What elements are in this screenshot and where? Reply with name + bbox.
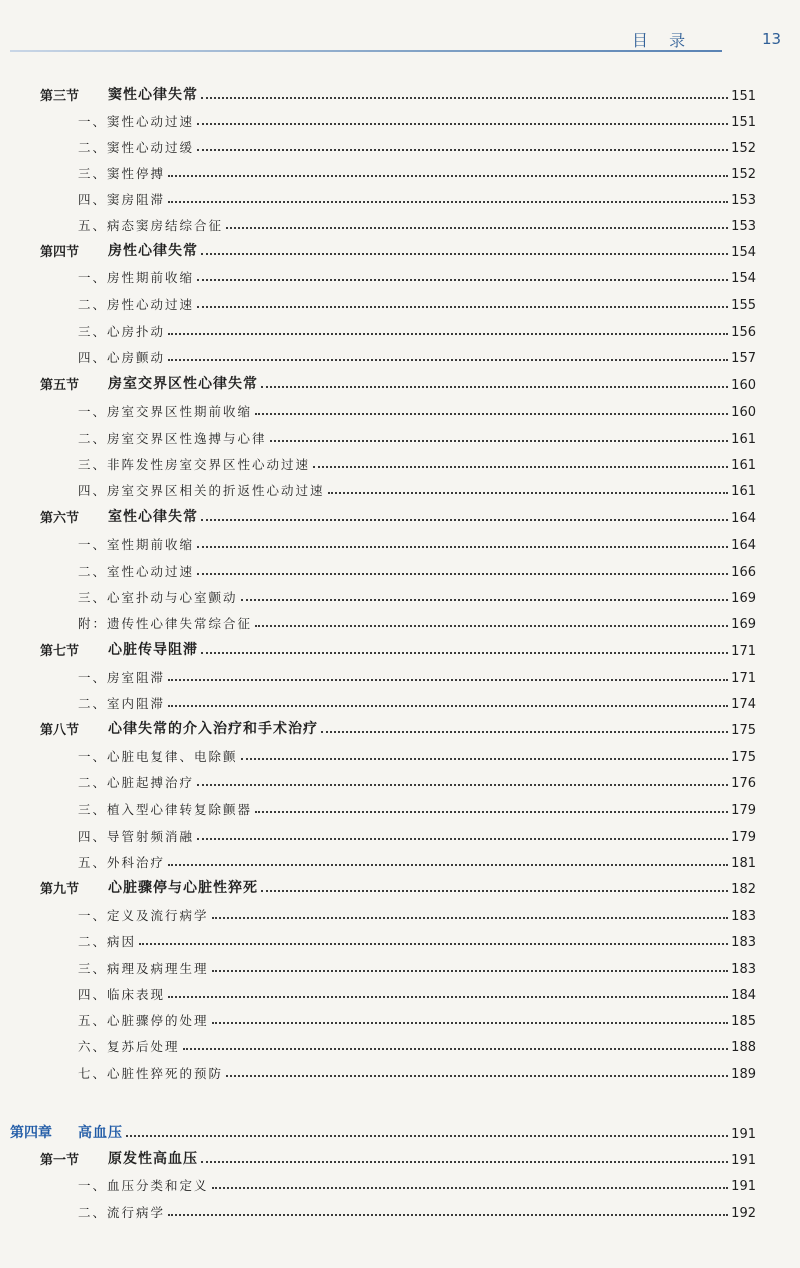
section-title: 房性心律失常 [108,243,198,259]
item-title: 二、流行病学 [78,1205,166,1220]
dot-leader [255,413,728,415]
section-number: 第五节 [40,378,80,393]
item-title: 二、室内阻滞 [78,696,166,711]
item-title: 三、心房扑动 [78,324,166,339]
dot-leader [255,625,728,627]
page-ref: 188 [731,1040,756,1055]
page-ref: 160 [731,378,756,393]
dot-leader [201,1161,728,1163]
dot-leader [201,253,728,255]
item-title: 一、房室阻滞 [78,670,166,685]
section-title: 心律失常的介入治疗和手术治疗 [108,721,318,737]
item-title: 三、窦性停搏 [78,166,166,181]
dot-leader [212,970,729,972]
chapter-number: 第四章 [10,1125,52,1141]
item-title: 一、窦性心动过速 [78,114,195,129]
toc-item[interactable] [78,130,756,156]
item-title: 一、定义及流行病学 [78,908,209,923]
page-ref: 169 [731,617,756,632]
toc-item[interactable] [78,606,756,632]
toc-item[interactable] [78,314,756,340]
section-title: 原发性高血压 [108,1151,198,1167]
toc-section[interactable] [40,367,756,393]
section-number: 第九节 [40,882,80,897]
dot-leader [168,359,728,361]
section-number: 第三节 [40,89,80,104]
item-title: 四、窦房阻滞 [78,192,166,207]
dot-leader [201,652,728,654]
page-ref: 161 [731,432,756,447]
section-title: 窦性心律失常 [108,87,198,103]
page-ref: 153 [731,193,756,208]
item-title: 一、室性期前收缩 [78,537,195,552]
page-ref: 160 [731,405,756,420]
dot-leader [168,864,728,866]
toc-item[interactable] [78,924,756,950]
item-title: 三、病理及病理生理 [78,961,209,976]
page-ref: 156 [731,325,756,340]
dot-leader [139,943,728,945]
page-ref: 183 [731,962,756,977]
section-number: 第六节 [40,511,80,526]
dot-leader [168,333,728,335]
page-ref: 171 [731,671,756,686]
toc-item[interactable] [78,260,756,286]
toc-item[interactable] [78,554,756,580]
section-title: 心脏传导阻滞 [108,642,198,658]
toc-item[interactable] [78,898,756,924]
dot-leader [201,519,728,521]
page-ref: 155 [731,298,756,313]
dot-leader [197,123,728,125]
section-title: 心脏骤停与心脏性猝死 [108,880,258,896]
page-ref: 179 [731,803,756,818]
dot-leader [226,227,728,229]
dot-leader [212,1022,729,1024]
dot-leader [126,1135,728,1137]
running-title: 目 录 [632,31,694,50]
page-ref: 175 [731,750,756,765]
toc-item[interactable] [78,951,756,977]
section-number: 第七节 [40,644,80,659]
page-ref: 189 [731,1067,756,1082]
dot-leader [197,279,728,281]
item-title: 二、病因 [78,934,137,949]
dot-leader [261,386,728,388]
toc-section[interactable] [40,712,756,738]
page-ref: 161 [731,484,756,499]
page-ref: 183 [731,909,756,924]
page-ref: 171 [731,644,756,659]
dot-leader [321,731,728,733]
toc-item[interactable] [78,182,756,208]
page-ref: 166 [731,565,756,580]
item-title: 二、心脏起搏治疗 [78,775,195,790]
page-ref: 151 [731,89,756,104]
section-number: 第四节 [40,245,80,260]
toc-item[interactable] [78,527,756,553]
page-ref: 174 [731,697,756,712]
toc-item[interactable] [78,819,756,845]
page-ref: 152 [731,141,756,156]
toc-item[interactable] [78,792,756,818]
toc-chapter[interactable] [10,1116,756,1142]
item-title: 二、室性心动过速 [78,564,195,579]
page-ref: 161 [731,458,756,473]
dot-leader [197,838,728,840]
dot-leader [197,306,728,308]
item-title: 五、病态窦房结综合征 [78,218,224,233]
toc-item[interactable] [78,394,756,420]
page-ref: 176 [731,776,756,791]
page-ref: 164 [731,538,756,553]
page-ref: 191 [731,1179,756,1194]
toc-item[interactable] [78,739,756,765]
page-ref: 169 [731,591,756,606]
page-ref: 185 [731,1014,756,1029]
page-ref: 154 [731,271,756,286]
dot-leader [197,784,728,786]
item-title: 一、房室交界区性期前收缩 [78,404,253,419]
page-ref: 164 [731,511,756,526]
toc-item[interactable] [78,580,756,606]
toc-item[interactable] [78,1168,756,1194]
toc-item[interactable] [78,1003,756,1029]
item-title: 三、心室扑动与心室颤动 [78,590,238,605]
item-title: 四、房室交界区相关的折返性心动过速 [78,483,325,498]
page-ref: 182 [731,882,756,897]
item-title: 二、房性心动过速 [78,297,195,312]
item-title: 七、心脏性猝死的预防 [78,1066,224,1081]
section-number: 第一节 [40,1153,80,1168]
item-title: 五、外科治疗 [78,855,166,870]
page-ref: 191 [731,1153,756,1168]
item-title: 附：遗传性心律失常综合征 [78,616,253,631]
page-ref: 157 [731,351,756,366]
page-ref: 179 [731,830,756,845]
toc-section[interactable] [40,633,756,659]
toc-item[interactable] [78,447,756,473]
toc-item[interactable] [78,473,756,499]
dot-leader [226,1075,728,1077]
item-title: 四、心房颤动 [78,350,166,365]
item-title: 四、导管射频消融 [78,829,195,844]
item-title: 三、非阵发性房室交界区性心动过速 [78,457,311,472]
dot-leader [197,546,728,548]
dot-leader [197,573,728,575]
page-ref: 152 [731,167,756,182]
page-ref: 192 [731,1206,756,1221]
dot-leader [212,1187,729,1189]
toc-section[interactable] [40,871,756,897]
item-title: 一、心脏电复律、电除颤 [78,749,238,764]
toc-item[interactable] [78,421,756,447]
toc-section[interactable] [40,78,756,104]
item-title: 三、植入型心律转复除颤器 [78,802,253,817]
toc-item[interactable] [78,208,756,234]
section-number: 第八节 [40,723,80,738]
dot-leader [168,679,728,681]
dot-leader [270,440,729,442]
item-title: 四、临床表现 [78,987,166,1002]
item-title: 二、窦性心动过缓 [78,140,195,155]
section-title: 室性心律失常 [108,509,198,525]
page-ref: 151 [731,115,756,130]
toc-item[interactable] [78,845,756,871]
page-ref: 191 [731,1127,756,1142]
page-number: 13 [762,30,782,48]
page-ref: 183 [731,935,756,950]
toc-item[interactable] [78,660,756,686]
dot-leader [168,996,728,998]
dot-leader [168,705,728,707]
dot-leader [241,758,729,760]
dot-leader [201,97,728,99]
toc-item[interactable] [78,340,756,366]
item-title: 二、房室交界区性逸搏与心律 [78,431,267,446]
toc-item[interactable] [78,765,756,791]
dot-leader [183,1048,729,1050]
toc-section[interactable] [40,500,756,526]
dot-leader [261,890,728,892]
page-ref: 181 [731,856,756,871]
dot-leader [168,175,728,177]
toc-item[interactable] [78,156,756,182]
toc-item[interactable] [78,1029,756,1055]
page-ref: 154 [731,245,756,260]
dot-leader [255,811,728,813]
dot-leader [168,201,728,203]
page-ref: 184 [731,988,756,1003]
dot-leader [168,1214,728,1216]
dot-leader [241,599,729,601]
dot-leader [328,492,729,494]
toc-item[interactable] [78,104,756,130]
item-title: 六、复苏后处理 [78,1039,180,1054]
chapter-title: 高血压 [78,1125,123,1141]
toc-item[interactable] [78,977,756,1003]
toc-item[interactable] [78,1056,756,1082]
dot-leader [313,466,728,468]
toc-section[interactable] [40,234,756,260]
page-ref: 175 [731,723,756,738]
dot-leader [197,149,728,151]
page-ref: 153 [731,219,756,234]
item-title: 一、房性期前收缩 [78,270,195,285]
item-title: 五、心脏骤停的处理 [78,1013,209,1028]
item-title: 一、血压分类和定义 [78,1178,209,1193]
toc-item[interactable] [78,287,756,313]
dot-leader [212,917,729,919]
section-title: 房室交界区性心律失常 [108,376,258,392]
toc-item[interactable] [78,1195,756,1221]
toc-item[interactable] [78,686,756,712]
toc-section[interactable] [40,1142,756,1168]
